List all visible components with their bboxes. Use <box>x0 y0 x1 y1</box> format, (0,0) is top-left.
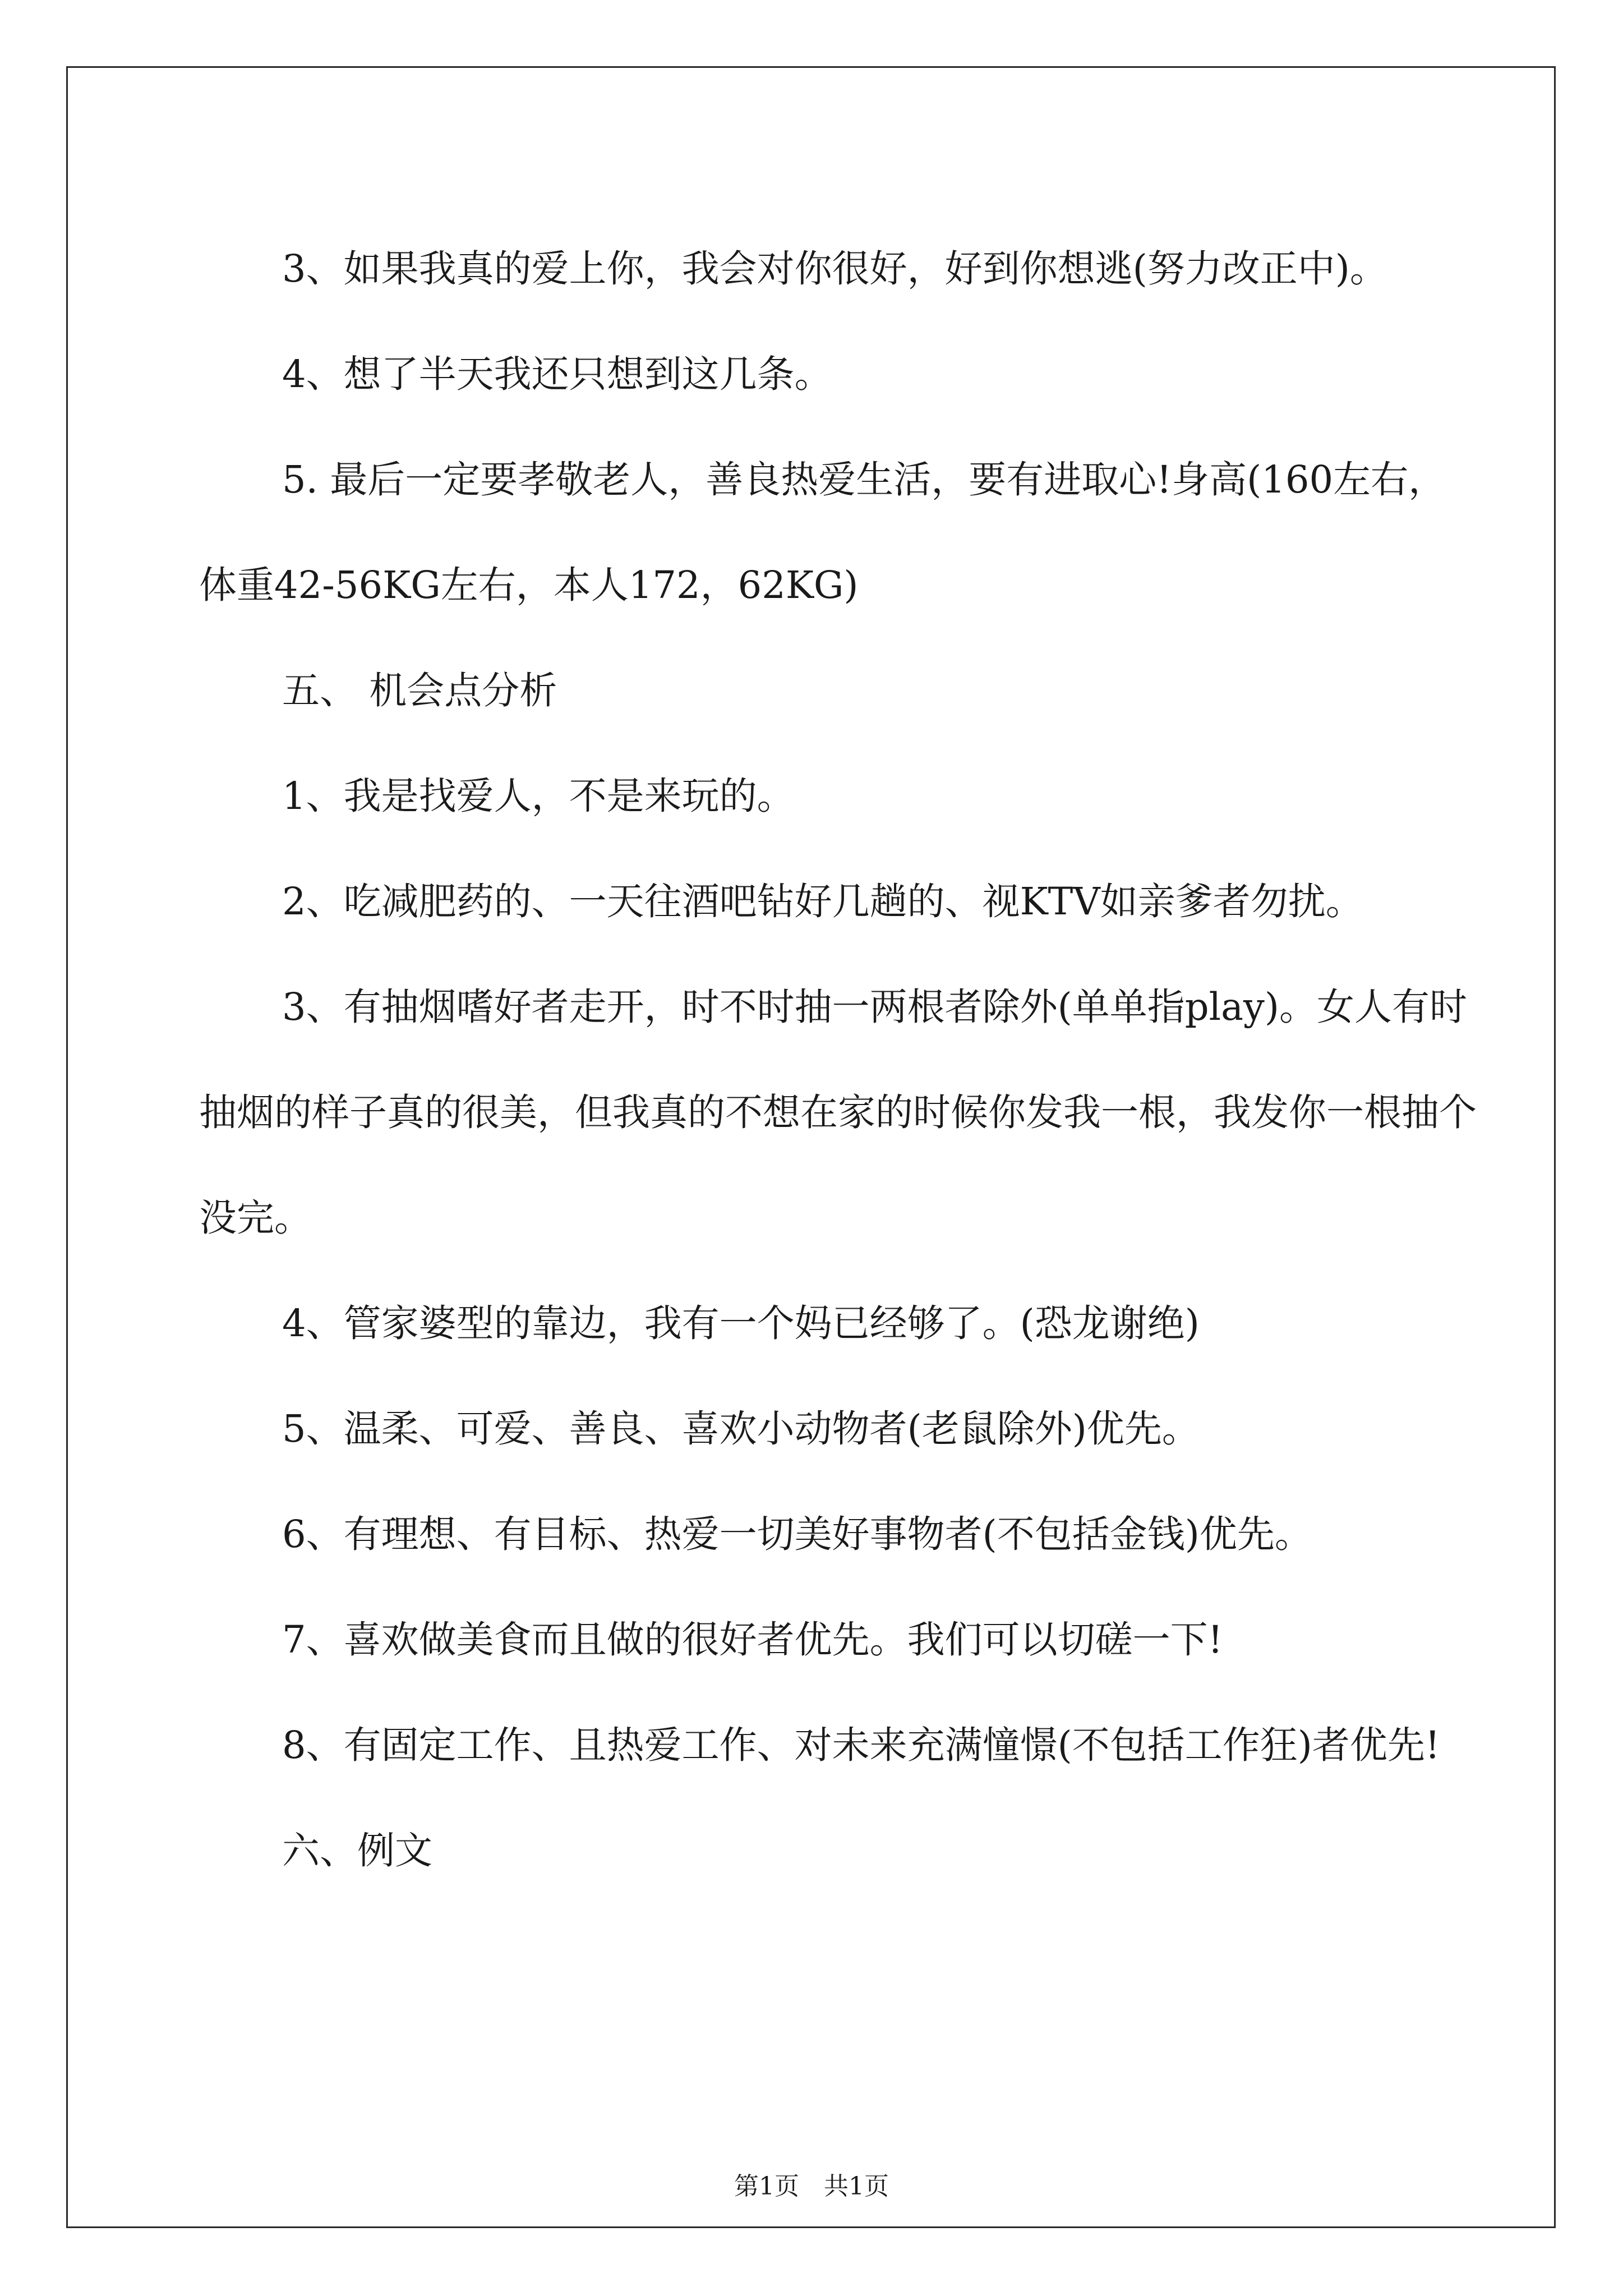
paragraph: 3、如果我真的爱上你，我会对你很好，好到你想逃(努力改正中)。 <box>282 247 1387 291</box>
paragraph: 1、我是找爱人，不是来玩的。 <box>282 774 795 818</box>
document-body <box>199 216 1483 1903</box>
page-total: 共1页 <box>824 2172 889 2201</box>
paragraph: 6、有理想、有目标、热爱一切美好事物者(不包括金钱)优先。 <box>282 1512 1312 1556</box>
page-footer <box>0 2170 1623 2203</box>
paragraph: 4、管家婆型的靠边，我有一个妈已经够了。(恐龙谢绝) <box>282 1301 1200 1345</box>
paragraph: 4、想了半天我还只想到这几条。 <box>282 352 832 396</box>
paragraph: 2、吃减肥药的、一天往酒吧钻好几趟的、视KTV如亲爹者勿扰。 <box>282 880 1363 923</box>
section-heading: 五、 机会点分析 <box>282 669 557 712</box>
page-number: 第1页 <box>734 2172 799 2201</box>
paragraph: 3、有抽烟嗜好者走开，时不时抽一两根者除外(单单指play)。女人有时抽烟的样子真的很美，但我真的不想在家的时候你发我一根，我发你一根抽个没完。 <box>199 985 1477 1240</box>
section-heading: 六、例文 <box>282 1829 432 1872</box>
paragraph: 8、有固定工作、且热爱工作、对未来充满憧憬(不包括工作狂)者优先! <box>282 1723 1440 1767</box>
paragraph: 7、喜欢做美食而且做的很好者优先。我们可以切磋一下! <box>282 1618 1223 1662</box>
paragraph: 5. 最后一定要孝敬老人，善良热爱生活，要有进取心!身高(160左右，体重42-56KG左右，本人172，62KG) <box>199 458 1446 607</box>
paragraph: 5、温柔、可爱、善良、喜欢小动物者(老鼠除外)优先。 <box>282 1407 1200 1451</box>
